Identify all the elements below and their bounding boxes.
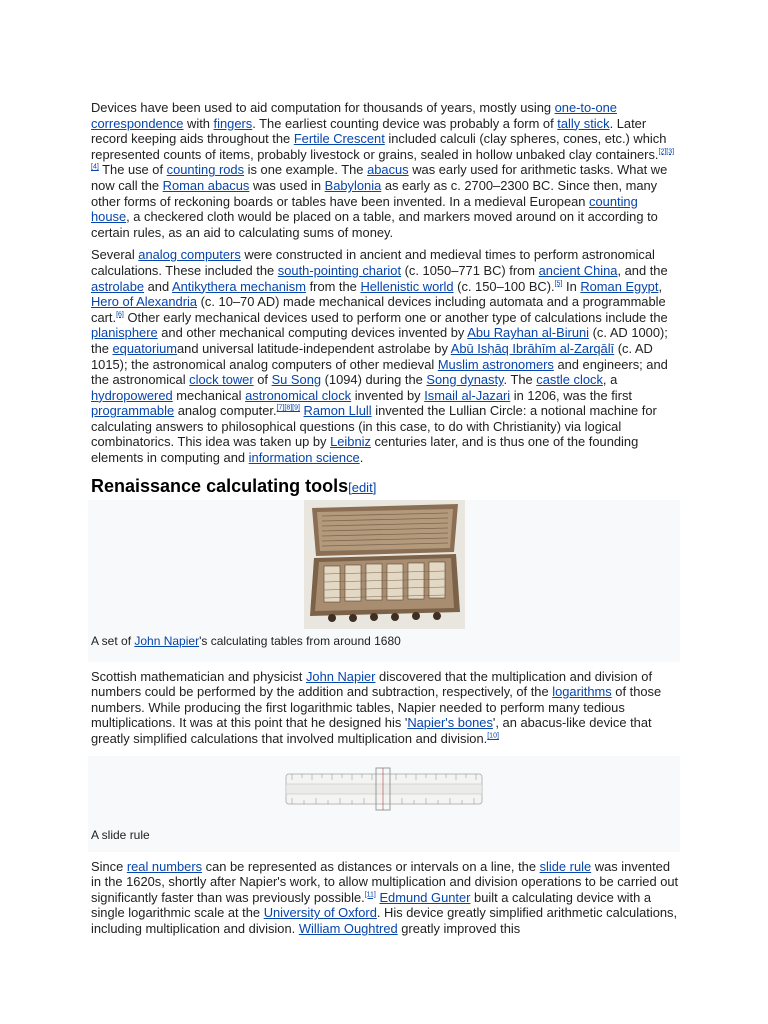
text: (c. 1050–771 BC) from bbox=[401, 262, 539, 278]
citation-7-8-9[interactable]: [7][8][9] bbox=[276, 404, 300, 412]
text: Scottish mathematician and physicist bbox=[91, 668, 306, 684]
text: of those numbers. While producing the first logarithmic tables, Napier needed to perform many tedious multiplications. It was at this point that he designed his ' bbox=[91, 684, 662, 731]
link-logarithms[interactable]: logarithms bbox=[552, 684, 612, 700]
text: from the bbox=[305, 278, 361, 294]
link-babylonia[interactable]: Babylonia bbox=[324, 177, 382, 193]
link-south-pointing-chariot[interactable]: south-pointing chariot bbox=[277, 262, 402, 278]
napier-tables-image[interactable] bbox=[304, 500, 465, 629]
link-information-science[interactable]: information science bbox=[248, 450, 360, 466]
text: . The bbox=[503, 372, 537, 388]
link-ismail-al-jazari[interactable]: Ismail al-Jazari bbox=[424, 387, 511, 403]
link-roman-egypt[interactable]: Roman Egypt bbox=[580, 278, 659, 294]
text: Since bbox=[91, 858, 127, 874]
link-university-of-oxford[interactable]: University of Oxford bbox=[263, 905, 377, 921]
link-william-oughtred[interactable]: William Oughtred bbox=[298, 921, 398, 936]
section-heading bbox=[91, 475, 679, 499]
text: analog computer. bbox=[174, 403, 277, 419]
link-hero-of-alexandria[interactable]: Hero of Alexandria bbox=[91, 294, 198, 310]
link-counting-rods[interactable]: counting rods bbox=[166, 162, 245, 178]
text: were constructed in ancient and medieval times to perform astronomical calculations. These included the bbox=[91, 247, 655, 278]
citation-11[interactable]: [11] bbox=[364, 891, 376, 899]
text: , a bbox=[602, 372, 618, 388]
text: was used in bbox=[249, 177, 325, 193]
text: The use of bbox=[98, 162, 167, 178]
text: invented by bbox=[351, 387, 425, 403]
text: (c. 10–70 AD) made mechanical devices including automata and a programmable cart. bbox=[91, 294, 666, 325]
link-fingers[interactable]: fingers bbox=[213, 115, 253, 131]
text: mechanical bbox=[172, 387, 246, 403]
text: (c. 150–100 BC). bbox=[453, 278, 555, 294]
edit-section: [edit] bbox=[348, 479, 377, 495]
link-antikythera-mechanism[interactable]: Antikythera mechanism bbox=[172, 278, 306, 294]
paragraph-slide-rule bbox=[91, 859, 679, 937]
text: Other early mechanical devices used to perform one or another type of calculations include the bbox=[123, 309, 668, 325]
link-muslim-astronomers[interactable]: Muslim astronomers bbox=[437, 356, 554, 372]
text: Several bbox=[91, 247, 139, 263]
text: greatly improved this bbox=[397, 921, 521, 936]
text: can be represented as distances or intervals on a line, the bbox=[202, 858, 540, 874]
text: ', an abacus-like device that greatly simplified calculations that involved multiplication and division. bbox=[91, 715, 652, 747]
link-real-numbers[interactable]: real numbers bbox=[126, 858, 203, 874]
link-su-song[interactable]: Su Song bbox=[271, 372, 322, 388]
figure-caption: A slide rule bbox=[91, 827, 150, 842]
text: built a calculating device with a single logarithmic scale at the bbox=[91, 889, 652, 921]
citation-2-3-4[interactable]: [2][3][4] bbox=[91, 148, 675, 172]
link-hydropowered[interactable]: hydropowered bbox=[91, 387, 173, 403]
figure-caption: A set of John Napier's calculating tables from around 1680 bbox=[91, 633, 401, 648]
text: and engineers; and the astronomical bbox=[91, 356, 668, 388]
text: Devices have been used to aid computation for thousands of years, mostly using bbox=[91, 100, 555, 115]
link-abacus[interactable]: abacus bbox=[367, 162, 409, 178]
link-john-napier-caption[interactable]: John Napier bbox=[134, 633, 200, 648]
link-song-dynasty[interactable]: Song dynasty bbox=[426, 372, 504, 388]
link-slide-rule[interactable]: slide rule bbox=[539, 858, 592, 874]
slide-rule-image[interactable] bbox=[284, 766, 484, 812]
citation-10[interactable]: [10] bbox=[487, 732, 499, 740]
link-john-napier[interactable]: John Napier bbox=[305, 668, 376, 684]
text: . bbox=[359, 450, 364, 466]
text: was early used for arithmetic tasks. What we now call the bbox=[91, 162, 668, 193]
text: was invented in the 1620s, shortly after Napier's work, to allow multiplication and division operations to be carried out significantly faster than was previously possible. bbox=[91, 858, 679, 905]
link-edmund-gunter[interactable]: Edmund Gunter bbox=[379, 889, 471, 905]
text: (1094) during the bbox=[321, 372, 427, 388]
paragraph-analog-computers bbox=[91, 247, 679, 465]
link-counting-house[interactable]: counting house bbox=[91, 193, 638, 225]
citation-6[interactable]: [6] bbox=[116, 311, 124, 319]
link-hellenistic-world[interactable]: Hellenistic world bbox=[360, 278, 454, 294]
text: , and the bbox=[617, 262, 668, 278]
link-clock-tower[interactable]: clock tower bbox=[189, 372, 254, 388]
link-leibniz[interactable]: Leibniz bbox=[330, 434, 371, 450]
text: . His device greatly simplified arithmetic calculations, including multiplication and division. bbox=[91, 905, 678, 936]
text: . The earliest counting device was probably a form of bbox=[252, 115, 558, 131]
text: as early as c. 2700–2300 BC. Since then, many other forms of reckoning boards or tables have been invented. In a medieval European bbox=[91, 177, 658, 209]
text: of bbox=[253, 372, 272, 388]
link-equatorium[interactable]: equatorium bbox=[112, 340, 178, 356]
link-abu-rayhan-al-biruni[interactable]: Abu Rayhan al-Biruni bbox=[467, 325, 590, 341]
link-one-to-one-correspondence[interactable]: one-to-one correspondence bbox=[91, 100, 617, 131]
text: (c. AD 1015); the astronomical analog computers of other medieval bbox=[91, 340, 653, 372]
figure-slide-rule bbox=[88, 756, 680, 852]
link-planisphere[interactable]: planisphere bbox=[91, 325, 158, 341]
text: and bbox=[144, 278, 172, 294]
link-astronomical-clock[interactable]: astronomical clock bbox=[245, 387, 352, 403]
text: , bbox=[658, 278, 663, 294]
citation-5[interactable]: [5] bbox=[554, 280, 563, 288]
link-ramon-llull[interactable]: Ramon Llull bbox=[303, 403, 372, 419]
text: (c. AD 1000); the bbox=[91, 325, 668, 356]
paragraph-napier bbox=[91, 669, 679, 747]
text: with bbox=[183, 115, 214, 131]
text: discovered that the multiplication and division of numbers could be performed by the addition and subtraction, respectively, of the bbox=[91, 668, 653, 700]
link-castle-clock[interactable]: castle clock bbox=[536, 372, 603, 388]
text: is one example. The bbox=[244, 162, 368, 178]
link-fertile-crescent[interactable]: Fertile Crescent bbox=[293, 131, 385, 147]
text: . Later record keeping aids throughout the bbox=[91, 115, 647, 147]
link-roman-abacus[interactable]: Roman abacus bbox=[162, 177, 250, 193]
link-programmable[interactable]: programmable bbox=[91, 403, 175, 419]
paragraph-ancient-devices bbox=[91, 100, 679, 240]
section-title: Renaissance calculating tools bbox=[91, 475, 349, 496]
text: in 1206, was the first bbox=[510, 387, 632, 403]
link-al-zarqali[interactable]: Abū Isḥāq Ibrāhīm al-Zarqālī bbox=[450, 340, 615, 356]
link-tally-stick[interactable]: tally stick bbox=[557, 115, 610, 131]
link-astrolabe[interactable]: astrolabe bbox=[91, 278, 145, 294]
link-napiers-bones[interactable]: Napier's bones bbox=[407, 715, 493, 731]
text: and universal latitude-independent astrolabe by bbox=[177, 340, 451, 356]
article-body bbox=[91, 100, 679, 937]
text: , a checkered cloth would be placed on a table, and markers moved around on it according to certain rules, as an aid to calculating sums of money. bbox=[91, 209, 658, 240]
edit-link[interactable]: edit bbox=[351, 479, 373, 495]
text: centuries later, and is thus one of the founding elements in computing and bbox=[91, 434, 639, 466]
link-analog-computers[interactable]: analog computers bbox=[138, 247, 241, 263]
link-ancient-china[interactable]: ancient China bbox=[538, 262, 618, 278]
text: and other mechanical computing devices invented by bbox=[157, 325, 468, 341]
text: In bbox=[562, 278, 581, 294]
text: invented the Lullian Circle: a notional machine for calculating answers to philosophical questions (in this case, to do with Christianity) via logical combinatorics. This idea was taken up by bbox=[91, 403, 657, 450]
text: included calculi (clay spheres, cones, etc.) which represented counts of items, probably livestock or grains, sealed in hollow unbaked clay containers. bbox=[91, 131, 667, 162]
figure-napier-tables bbox=[88, 500, 680, 662]
